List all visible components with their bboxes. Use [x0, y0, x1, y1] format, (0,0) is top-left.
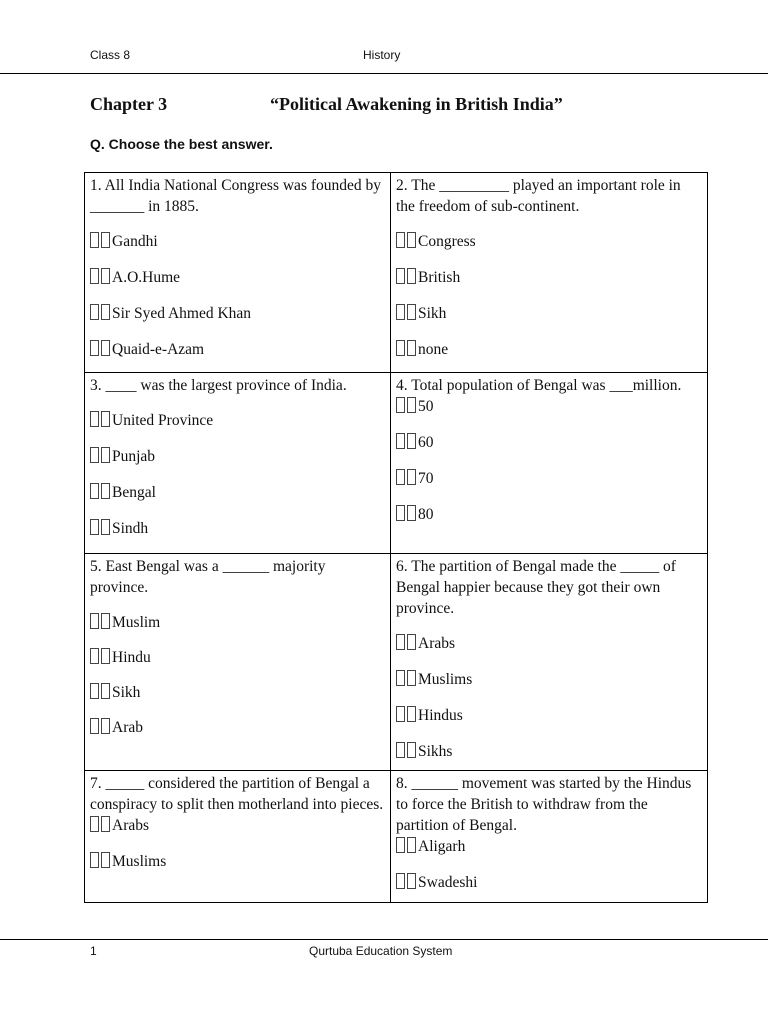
checkbox-icon[interactable]: [90, 613, 99, 629]
option-label: Sikhs: [418, 743, 453, 760]
question-cell: [391, 771, 708, 903]
checkbox-icon[interactable]: [407, 670, 416, 686]
checkbox-icon[interactable]: [407, 634, 416, 650]
answer-option[interactable]: [90, 303, 385, 324]
checkbox-icon[interactable]: [101, 718, 110, 734]
answer-option[interactable]: [396, 669, 702, 690]
answer-option[interactable]: [90, 339, 385, 360]
question-cell: [391, 373, 708, 554]
chapter-label: Chapter 3: [90, 94, 168, 114]
checkbox-icon[interactable]: [101, 411, 110, 427]
answer-option[interactable]: [396, 267, 702, 288]
checkbox-icon[interactable]: [101, 648, 110, 664]
checkbox-icon[interactable]: [90, 519, 99, 535]
option-label: Sindh: [112, 520, 149, 537]
answer-option[interactable]: [396, 339, 702, 360]
option-label: Arabs: [418, 635, 456, 652]
checkbox-icon[interactable]: [90, 232, 99, 248]
answer-option[interactable]: [90, 482, 385, 503]
checkbox-icon[interactable]: [90, 483, 99, 499]
checkbox-icon[interactable]: [101, 268, 110, 284]
checkbox-icon[interactable]: [90, 411, 99, 427]
answer-option[interactable]: [396, 432, 702, 453]
answer-option[interactable]: [90, 446, 385, 467]
answer-option[interactable]: [90, 518, 385, 539]
checkbox-icon[interactable]: [396, 837, 405, 853]
option-label: Muslim: [112, 614, 161, 631]
checkbox-icon[interactable]: [407, 706, 416, 722]
instruction: Q. Choose the best answer.: [90, 136, 273, 152]
checkbox-icon[interactable]: [407, 469, 416, 485]
option-label: Gandhi: [112, 233, 158, 250]
answer-option[interactable]: [90, 682, 385, 703]
question-text: 3. ____ was the largest province of India.: [90, 377, 347, 394]
question-table: [84, 172, 708, 903]
checkbox-icon[interactable]: [396, 873, 405, 889]
answer-option[interactable]: [396, 705, 702, 726]
checkbox-icon[interactable]: [396, 742, 405, 758]
page-number: 1: [90, 944, 97, 958]
checkbox-icon[interactable]: [90, 648, 99, 664]
question-text: 8. ______ movement was started by the Hindus to force the British to withdraw from the partition of Bengal.: [396, 775, 692, 834]
question-text: 7. _____ considered the partition of Bengal a conspiracy to split then motherland into pieces.: [90, 775, 384, 813]
checkbox-icon[interactable]: [90, 816, 99, 832]
option-label: 50: [418, 398, 434, 415]
checkbox-icon[interactable]: [101, 613, 110, 629]
option-label: 60: [418, 434, 434, 451]
checkbox-icon[interactable]: [396, 670, 405, 686]
checkbox-icon[interactable]: [90, 340, 99, 356]
checkbox-icon[interactable]: [101, 816, 110, 832]
footer-rule: [0, 939, 768, 940]
footer-organization: Qurtuba Education System: [309, 944, 453, 958]
option-label: Congress: [418, 233, 476, 250]
answer-option[interactable]: [396, 303, 702, 324]
checkbox-icon[interactable]: [101, 447, 110, 463]
checkbox-icon[interactable]: [407, 837, 416, 853]
answer-option[interactable]: [90, 612, 385, 633]
checkbox-icon[interactable]: [407, 397, 416, 413]
option-label: Hindus: [418, 707, 463, 724]
checkbox-icon[interactable]: [90, 852, 99, 868]
option-label: Sikh: [112, 684, 141, 701]
checkbox-icon[interactable]: [407, 268, 416, 284]
question-cell: [391, 173, 708, 373]
question-text: 2. The _________ played an important role in the freedom of sub-continent.: [396, 177, 681, 215]
header-rule: [0, 73, 768, 74]
checkbox-icon[interactable]: [90, 718, 99, 734]
option-label: A.O.Hume: [112, 269, 181, 286]
answer-option[interactable]: [396, 872, 702, 893]
answer-option[interactable]: [90, 717, 385, 738]
checkbox-icon[interactable]: [396, 634, 405, 650]
option-label: Muslims: [418, 671, 473, 688]
checkbox-icon[interactable]: [396, 340, 405, 356]
checkbox-icon[interactable]: [396, 397, 405, 413]
answer-option[interactable]: [396, 396, 702, 417]
option-label: Sikh: [418, 305, 447, 322]
option-label: Sir Syed Ahmed Khan: [112, 305, 252, 322]
checkbox-icon[interactable]: [396, 706, 405, 722]
checkbox-icon[interactable]: [101, 483, 110, 499]
checkbox-icon[interactable]: [101, 683, 110, 699]
checkbox-icon[interactable]: [90, 268, 99, 284]
checkbox-icon[interactable]: [90, 304, 99, 320]
header-class: Class 8: [90, 48, 131, 62]
checkbox-icon[interactable]: [407, 873, 416, 889]
question-cell: [85, 554, 391, 771]
question-text: 5. East Bengal was a ______ majority province.: [90, 558, 326, 596]
checkbox-icon[interactable]: [90, 683, 99, 699]
checkbox-icon[interactable]: [101, 340, 110, 356]
answer-option[interactable]: [90, 647, 385, 668]
answer-option[interactable]: [90, 815, 385, 836]
question-cell: [85, 771, 391, 903]
question-text: 6. The partition of Bengal made the _____ of Bengal happier because they got their own province.: [396, 558, 676, 617]
checkbox-icon[interactable]: [396, 232, 405, 248]
checkbox-icon[interactable]: [101, 852, 110, 868]
checkbox-icon[interactable]: [396, 469, 405, 485]
question-text: 1. All India National Congress was founded by _______ in 1885.: [90, 177, 382, 215]
answer-option[interactable]: [90, 267, 385, 288]
option-label: United Province: [112, 412, 214, 429]
option-label: Hindu: [112, 649, 151, 666]
option-label: Aligarh: [418, 838, 466, 855]
option-label: 80: [418, 506, 434, 523]
question-cell: [85, 173, 391, 373]
option-label: none: [418, 341, 449, 358]
option-label: Arab: [112, 719, 143, 736]
checkbox-icon[interactable]: [407, 742, 416, 758]
answer-option[interactable]: [396, 836, 702, 857]
answer-option[interactable]: [396, 504, 702, 525]
option-label: Punjab: [112, 448, 156, 465]
option-label: Quaid-e-Azam: [112, 341, 205, 358]
checkbox-icon[interactable]: [101, 232, 110, 248]
answer-option[interactable]: [396, 468, 702, 489]
option-label: Bengal: [112, 484, 156, 501]
answer-option[interactable]: [396, 741, 702, 762]
option-label: 70: [418, 470, 434, 487]
answer-option[interactable]: [396, 633, 702, 654]
option-label: British: [418, 269, 461, 286]
header-subject: History: [363, 48, 401, 62]
question-text: 4. Total population of Bengal was ___million.: [396, 377, 682, 394]
question-cell: [391, 554, 708, 771]
chapter-title: “Political Awakening in British India”: [270, 94, 563, 114]
answer-option[interactable]: [90, 851, 385, 872]
checkbox-icon[interactable]: [396, 268, 405, 284]
checkbox-icon[interactable]: [396, 304, 405, 320]
checkbox-icon[interactable]: [407, 433, 416, 449]
checkbox-icon[interactable]: [101, 519, 110, 535]
checkbox-icon[interactable]: [407, 505, 416, 521]
checkbox-icon[interactable]: [407, 304, 416, 320]
option-label: Arabs: [112, 817, 150, 834]
checkbox-icon[interactable]: [396, 505, 405, 521]
checkbox-icon[interactable]: [407, 232, 416, 248]
checkbox-icon[interactable]: [101, 304, 110, 320]
option-label: Swadeshi: [418, 874, 478, 891]
checkbox-icon[interactable]: [90, 447, 99, 463]
answer-option[interactable]: [90, 231, 385, 252]
checkbox-icon[interactable]: [407, 340, 416, 356]
option-label: Muslims: [112, 853, 167, 870]
answer-option[interactable]: [396, 231, 702, 252]
question-cell: [85, 373, 391, 554]
answer-option[interactable]: [90, 410, 385, 431]
checkbox-icon[interactable]: [396, 433, 405, 449]
